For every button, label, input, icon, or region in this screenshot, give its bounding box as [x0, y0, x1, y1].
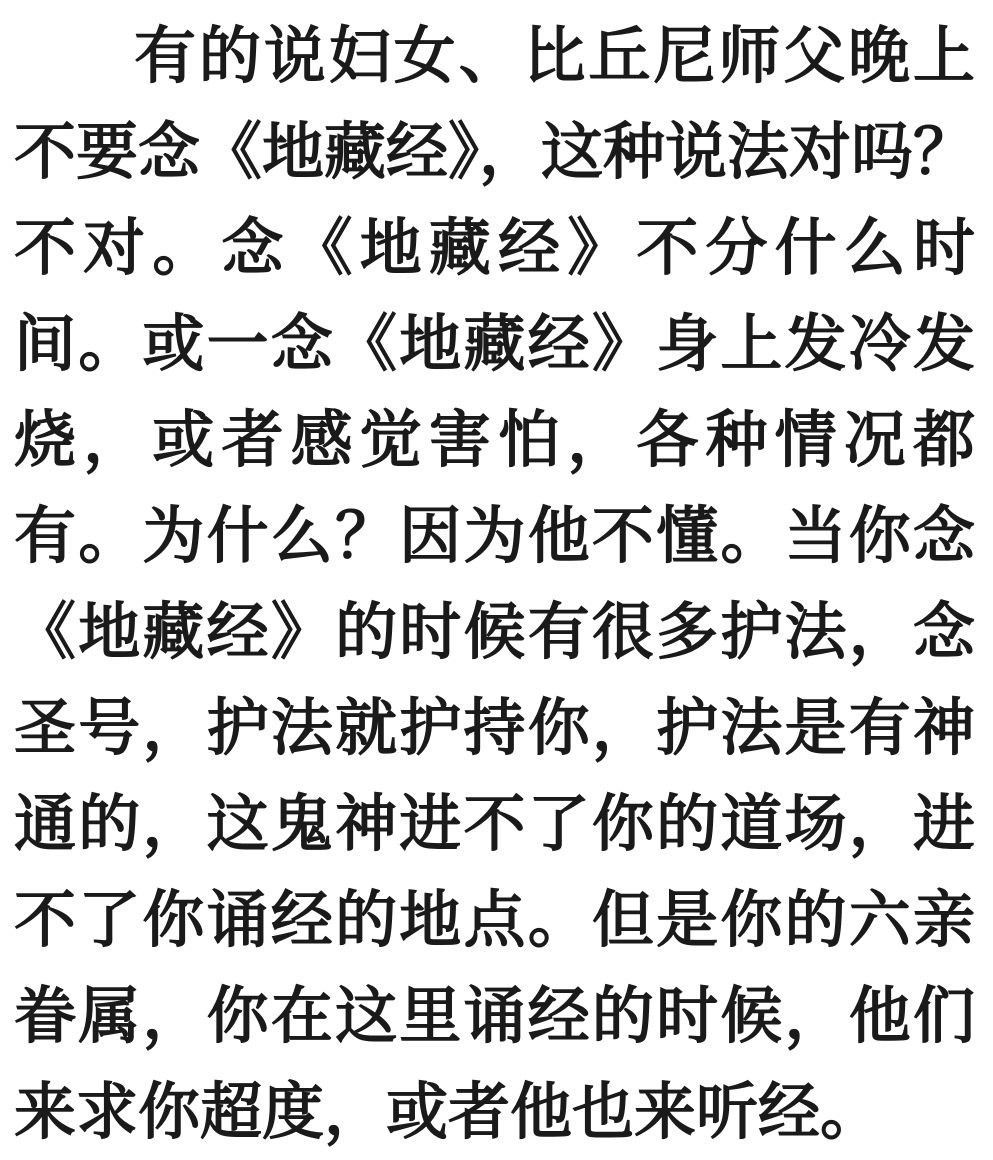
- document-paragraph: 有的说妇女、比丘尼师父晚上不要念《地藏经》，这种说法对吗？不对。念《地藏经》不分什么时间。或一念《地藏经》身上发冷发烧，或者感觉害怕，各种情况都有。为什么？因为他不懂。当你念《地藏经》的时候有很多护法，念圣号，护法就护持你，护法是有神通的，这鬼神进不了你的道场，进不了你诵经的地点。但是你的六亲眷属，你在这里诵经的时候，他们来求你超度，或者他也来听经。: [14, 19, 976, 1148]
